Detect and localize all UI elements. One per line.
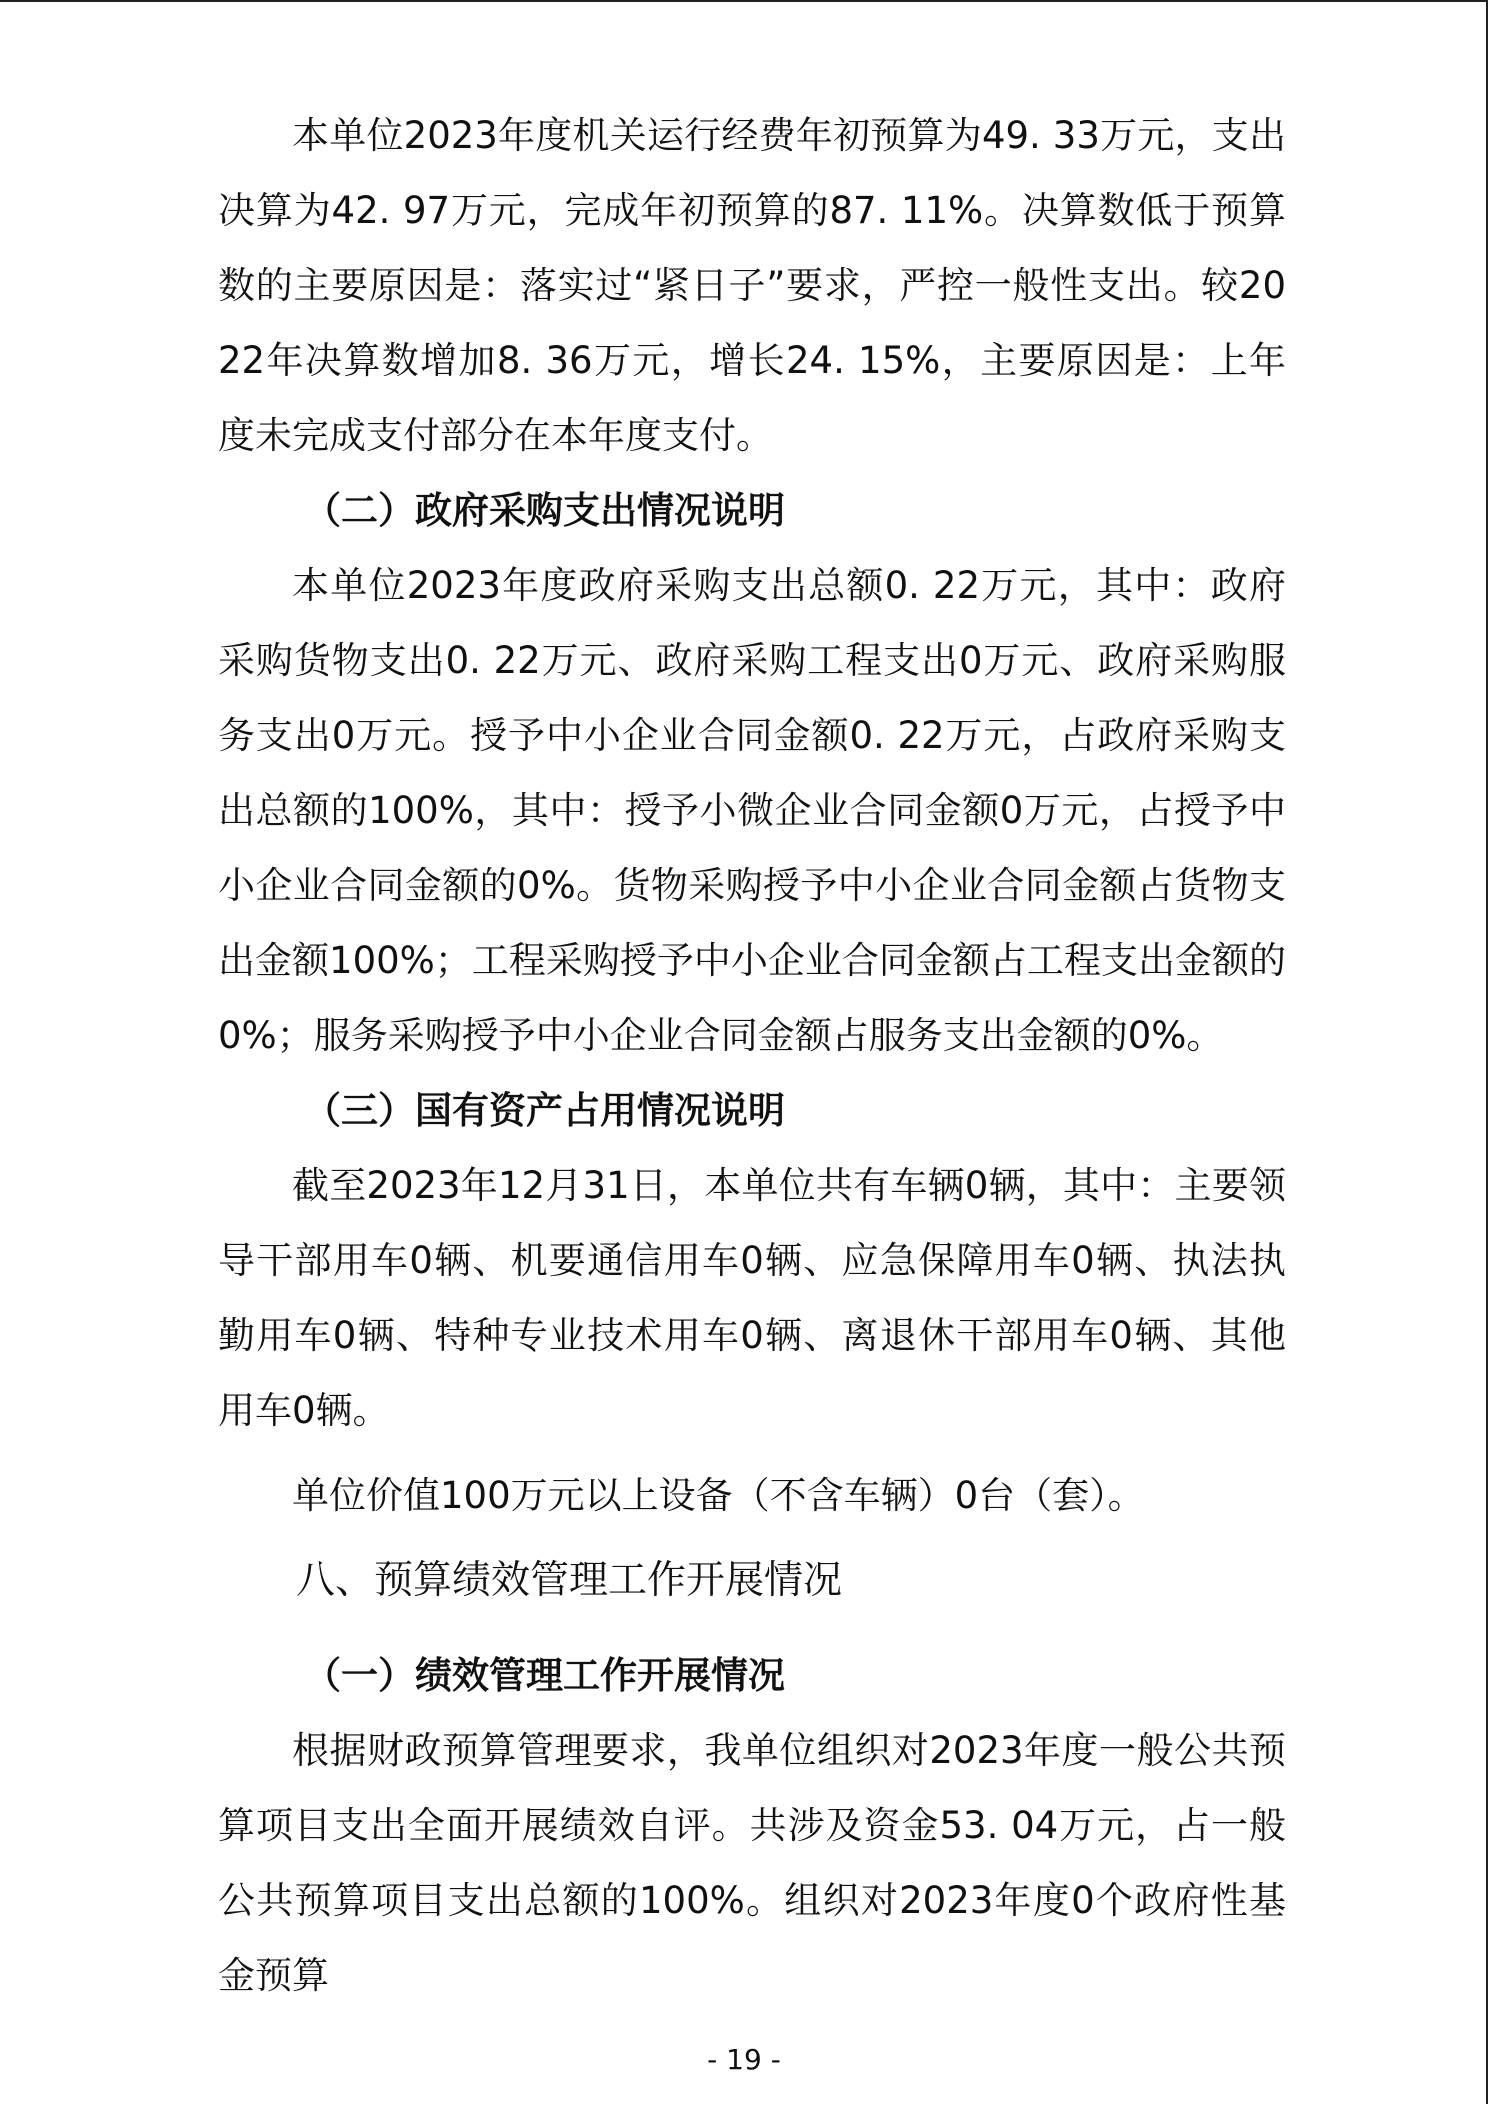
spacer	[218, 1533, 1286, 1543]
paragraph-operating-expenses: 本单位2023年度机关运行经费年初预算为49. 33万元，支出决算为42. 97万元，完成年初预算的87. 11%。决算数低于预算数的主要原因是：落实过“紧日子”要求，严控一般性支出。较2022年决算数增加8. 36万元，增长24. 15%，主要原因是：上年度未完成支付部分在本年度支付。	[218, 114, 1286, 457]
heading-performance-work: （一）绩效管理工作开展情况	[304, 1654, 785, 1697]
section-title-performance-management: 八、预算绩效管理工作开展情况	[296, 1558, 843, 1603]
paragraph-government-procurement: 本单位2023年度政府采购支出总额0. 22万元，其中：政府采购货物支出0. 22万元、政府采购工程支出0万元、政府采购服务支出0万元。授予中小企业合同金额0. 22万元，占政府采购支出总额的100%，其中：授予小微企业合同金额0万元，占授予中小企业合同金额的0%。货物采购授予中小企业合同金额占货物支出金额100%；工程采购授予中小企业合同金额占工程支出金额的0%；服务采购授予中小企业合同金额占服务支出金额的0%。	[218, 564, 1286, 1057]
paragraph-performance-evaluation: 根据财政预算管理要求，我单位组织对2023年度一般公共预算项目支出全面开展绩效自评。共涉及资金53. 04万元，占一般公共预算项目支出总额的100%。组织对2023年度0个政府性基金预算	[218, 1729, 1286, 1997]
spacer	[218, 1448, 1286, 1458]
paragraph-vehicles: 截至2023年12月31日，本单位共有车辆0辆，其中：主要领导干部用车0辆、机要通信用车0辆、应急保障用车0辆、执法执勤用车0辆、特种专业技术用车0辆、离退休干部用车0辆、其他用车0辆。	[218, 1164, 1286, 1432]
page-top-border	[0, 0, 1488, 2]
page-number: - 19 -	[707, 2043, 781, 2076]
heading-government-procurement: （二）政府采购支出情况说明	[304, 489, 785, 532]
paragraph-equipment: 单位价值100万元以上设备（不含车辆）0台（套）。	[292, 1474, 1145, 1517]
heading-state-assets: （三）国有资产占用情况说明	[304, 1089, 785, 1132]
spacer	[218, 1618, 1286, 1638]
document-body	[218, 98, 1286, 2013]
